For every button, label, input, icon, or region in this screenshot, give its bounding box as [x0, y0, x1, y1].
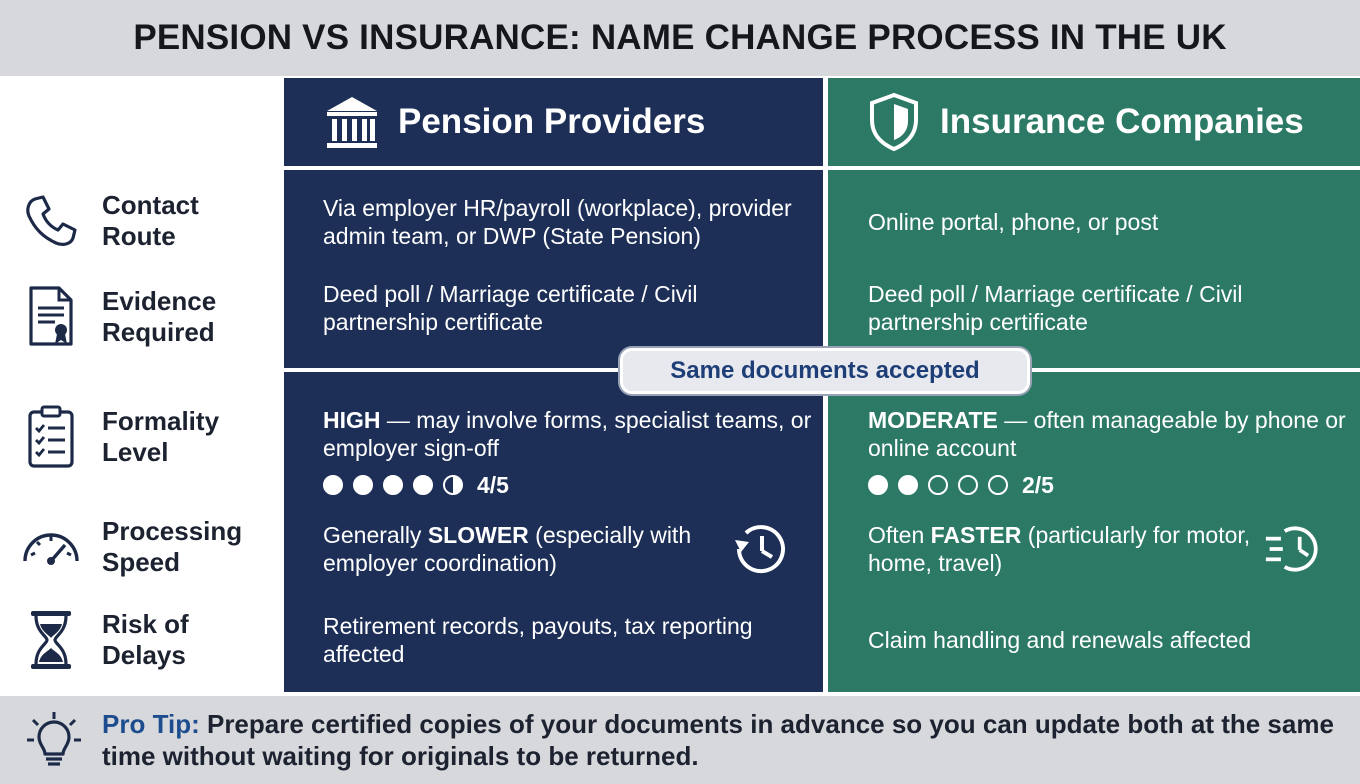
hourglass-icon [18, 607, 84, 673]
pension-contact: Via employer HR/payroll (workplace), provider admin team, or DWP (State Pension) [323, 195, 792, 249]
rating-dot [868, 475, 888, 495]
pension-speed-bold: SLOWER [427, 522, 529, 548]
pension-column-title: Pension Providers [398, 102, 706, 141]
pro-tip-label: Pro Tip: [102, 709, 200, 739]
row-label-text: Formality Level [102, 406, 220, 467]
pro-tip-body: Prepare certified copies of your documents in advance so you can update both at the same time without waiting for originals to be returned. [102, 709, 1334, 771]
insurance-speed-pre: Often [868, 522, 931, 548]
insurance-speed-bold: FASTER [930, 522, 1022, 548]
rating-dot [353, 475, 373, 495]
header-divider [284, 166, 823, 170]
certificate-document-icon [18, 284, 84, 350]
pro-tip-bar [0, 696, 1360, 784]
rating-dot [413, 475, 433, 495]
insurance-evidence: Deed poll / Marriage certificate / Civil partnership certificate [868, 281, 1243, 335]
insurance-column-header [828, 78, 1360, 166]
rating-dot [443, 475, 463, 495]
pension-formality-rating [323, 471, 813, 499]
pension-formality-desc: — may involve forms, specialist teams, or employer sign-off [323, 407, 812, 461]
rating-dot [988, 475, 1008, 495]
insurance-formality-rating [868, 471, 1350, 499]
pro-tip-text [102, 708, 1342, 772]
rating-dot [383, 475, 403, 495]
insurance-column-title: Insurance Companies [940, 102, 1304, 141]
insurance-contact: Online portal, phone, or post [868, 209, 1159, 235]
pension-formality [284, 406, 823, 499]
title-bar [0, 0, 1360, 76]
insurance-speed [828, 518, 1360, 580]
row-label-text: Risk of Delays [102, 609, 189, 670]
row-label-formality [18, 404, 272, 470]
fast-clock-icon [1264, 518, 1326, 580]
pension-speed-post: (especially with employer coordination) [323, 522, 692, 576]
rating-dot [958, 475, 978, 495]
clipboard-checklist-icon [18, 404, 84, 470]
pension-delays: Retirement records, payouts, tax reporting affected [323, 613, 753, 667]
pension-speed-pre: Generally [323, 522, 428, 548]
rating-dot [898, 475, 918, 495]
insurance-formality-desc: — often manageable by phone or online account [868, 407, 1346, 461]
clock-history-icon [729, 518, 791, 580]
pension-formality-score: 4/5 [477, 472, 509, 498]
insurance-formality-score: 2/5 [1022, 472, 1054, 498]
page-title: PENSION VS INSURANCE: NAME CHANGE PROCESS IN THE UK [133, 18, 1227, 57]
pension-column-header [284, 78, 823, 166]
insurance-formality [828, 406, 1360, 499]
speedometer-icon [18, 514, 84, 580]
bank-icon [322, 92, 382, 152]
row-label-evidence [18, 284, 272, 350]
phone-icon [18, 188, 84, 254]
row-label-text: Processing Speed [102, 516, 243, 577]
row-label-delays [18, 607, 272, 673]
header-divider [828, 166, 1360, 170]
insurance-speed-post: (particularly for motor, home, travel) [868, 522, 1251, 576]
insurance-delays: Claim handling and renewals affected [868, 627, 1252, 653]
row-label-contact [18, 188, 272, 254]
row-label-text: Contact Route [102, 190, 199, 251]
shield-icon [864, 92, 924, 152]
same-documents-badge [620, 348, 1030, 394]
rating-dot [323, 475, 343, 495]
insurance-formality-level: MODERATE [868, 407, 998, 433]
pension-formality-level: HIGH [323, 407, 381, 433]
rating-dot [928, 475, 948, 495]
row-label-speed [18, 514, 272, 580]
lightbulb-icon [24, 710, 84, 770]
same-documents-text: Same documents accepted [670, 357, 980, 384]
pension-evidence: Deed poll / Marriage certificate / Civil partnership certificate [323, 281, 698, 335]
pension-speed [284, 518, 823, 580]
row-label-text: Evidence Required [102, 286, 217, 347]
